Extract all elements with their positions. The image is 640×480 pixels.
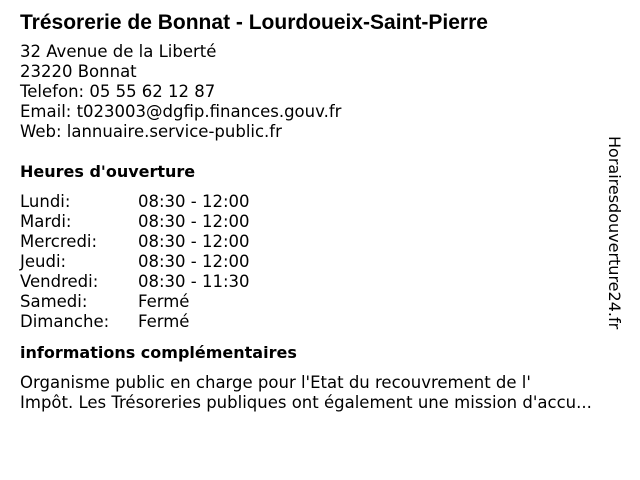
phone-line: Telefon: 05 55 62 12 87 [20, 82, 216, 101]
hours-table [20, 192, 610, 332]
info-paragraph [20, 373, 610, 413]
side-watermark-brand: Horairesdouverture24.fr [605, 136, 624, 330]
hours-row [20, 232, 610, 252]
page-title: Trésorerie de Bonnat - Lourdoueix-Saint-Pierre [20, 11, 488, 34]
hours-row [20, 272, 610, 292]
info-heading: informations complémentaires [20, 343, 297, 362]
hours-day: Dimanche: [20, 312, 110, 331]
hours-time: Fermé [138, 312, 190, 331]
hours-time: 08:30 - 12:00 [138, 252, 250, 271]
hours-row [20, 292, 610, 312]
web-line: Web: lannuaire.service-public.fr [20, 122, 282, 141]
hours-heading: Heures d'ouverture [20, 162, 196, 181]
address-block [20, 42, 610, 142]
hours-time: 08:30 - 12:00 [138, 192, 250, 211]
hours-row [20, 192, 610, 212]
hours-row [20, 212, 610, 232]
hours-time: 08:30 - 12:00 [138, 212, 250, 231]
hours-row [20, 312, 610, 332]
address-street: 32 Avenue de la Liberté [20, 42, 217, 61]
address-city: 23220 Bonnat [20, 62, 137, 81]
info-line-1: Organisme public en charge pour l'Etat du recouvrement de l' [20, 373, 531, 392]
hours-time: 08:30 - 12:00 [138, 232, 250, 251]
hours-day: Vendredi: [20, 272, 99, 291]
hours-row [20, 252, 610, 272]
hours-day: Jeudi: [20, 252, 67, 271]
hours-time: 08:30 - 11:30 [138, 272, 250, 291]
hours-day: Samedi: [20, 292, 88, 311]
email-line: Email: t023003@dgfip.finances.gouv.fr [20, 102, 342, 121]
hours-day: Mercredi: [20, 232, 98, 251]
business-card [20, 10, 610, 413]
hours-day: Lundi: [20, 192, 71, 211]
hours-time: Fermé [138, 292, 190, 311]
hours-day: Mardi: [20, 212, 72, 231]
info-line-2: Impôt. Les Trésoreries publiques ont également une mission d'accu... [20, 393, 592, 412]
